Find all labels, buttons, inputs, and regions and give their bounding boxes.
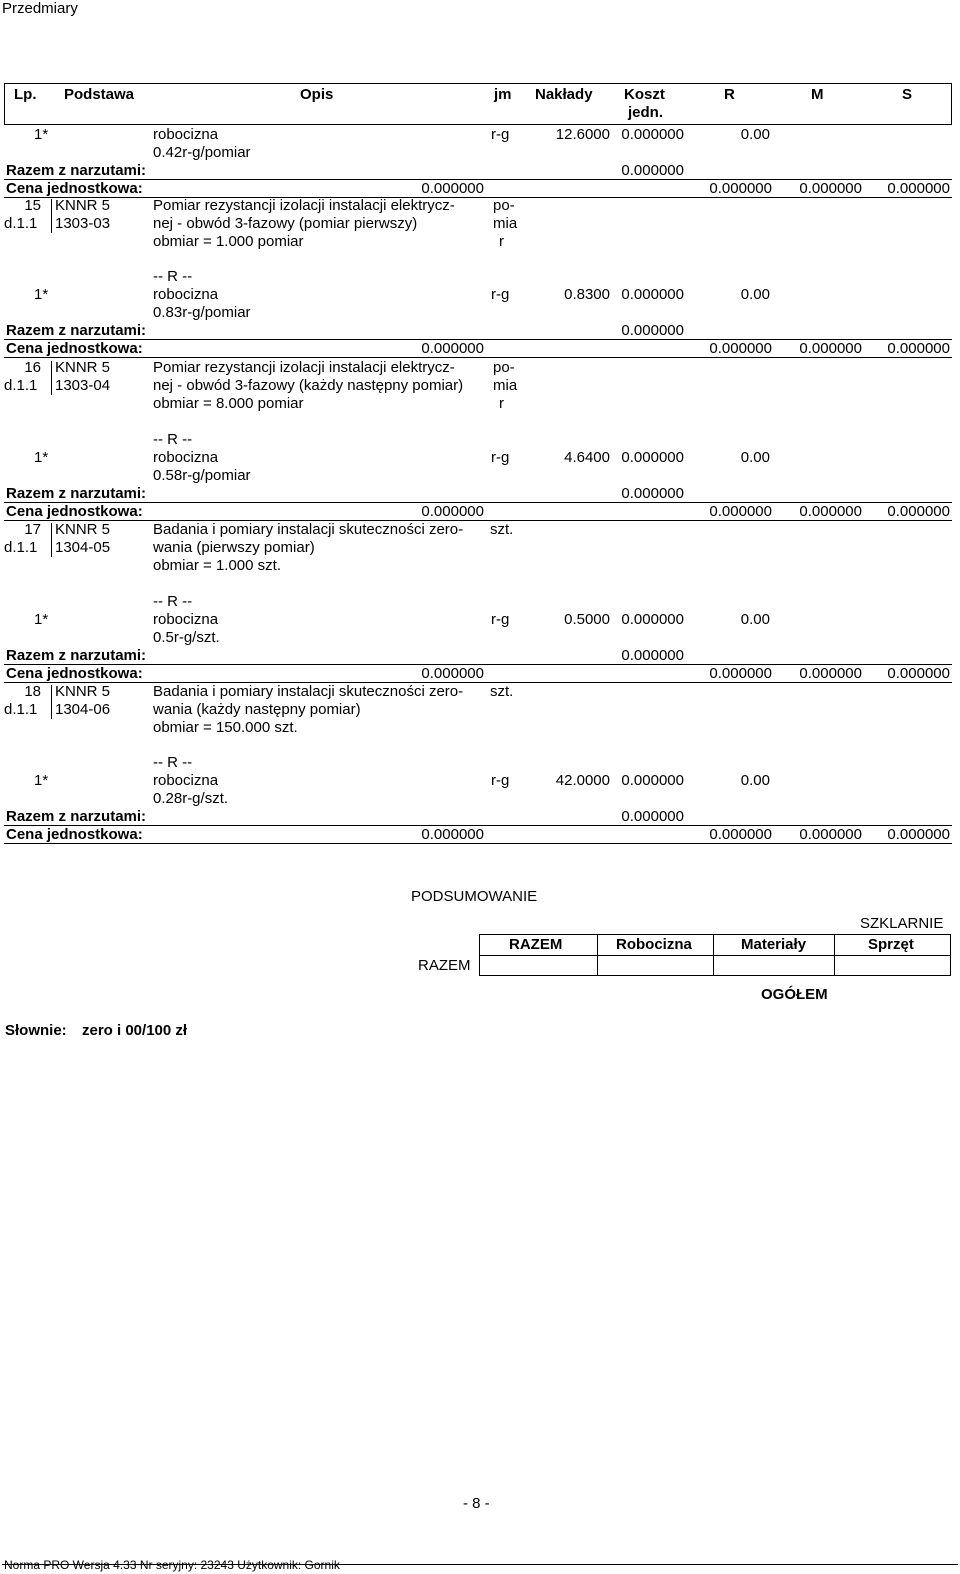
- position-lp-sub: d.1.1: [4, 377, 38, 394]
- position-jm2: mia: [493, 215, 518, 232]
- header-naklady: Nakłady: [535, 86, 593, 103]
- razem-value: 0.000000: [621, 647, 684, 664]
- resource-koszt: 0.000000: [621, 772, 684, 789]
- position-obmiar: obmiar = 150.000 szt.: [153, 719, 298, 736]
- resource-norm: 0.58r-g/pomiar: [153, 467, 251, 484]
- razem-label: Razem z narzutami:: [6, 647, 147, 664]
- position-jm3: r: [499, 233, 504, 250]
- resource-koszt: 0.000000: [621, 449, 684, 466]
- position-opis-line1: Badania i pomiary instalacji skuteczności zero-: [153, 683, 464, 700]
- resource-naklady: 12.6000: [555, 126, 610, 143]
- resource-koszt: 0.000000: [621, 286, 684, 303]
- position-lp: 17: [24, 521, 41, 538]
- resource-number: 1*: [34, 286, 49, 303]
- resource-naklady: 4.6400: [564, 449, 610, 466]
- header-r: R: [724, 86, 735, 103]
- resource-koszt: 0.000000: [621, 611, 684, 628]
- header-s: S: [902, 86, 913, 103]
- header-lp: Lp.: [14, 86, 37, 103]
- r-section-label: -- R --: [153, 754, 193, 771]
- razem-value: 0.000000: [621, 162, 684, 179]
- header-m: M: [811, 86, 824, 103]
- resource-name: robocizna: [153, 449, 219, 466]
- resource-unit: r-g: [491, 611, 510, 628]
- resource-norm: 0.5r-g/szt.: [153, 629, 220, 646]
- cena-s: 0.000000: [887, 180, 950, 197]
- cena-label: Cena jednostkowa:: [6, 180, 143, 197]
- header-opis: Opis: [300, 86, 334, 103]
- resource-name: robocizna: [153, 611, 219, 628]
- resource-unit: r-g: [491, 449, 510, 466]
- cena-s: 0.000000: [887, 826, 950, 843]
- razem-value: 0.000000: [621, 322, 684, 339]
- summary-col-robocizna: Robocizna: [616, 936, 692, 953]
- resource-unit: r-g: [491, 126, 510, 143]
- razem-label: Razem z narzutami:: [6, 322, 147, 339]
- summary-ogolem: OGÓŁEM: [761, 986, 828, 1003]
- cena-value: 0.000000: [421, 665, 484, 682]
- resource-r-value: 0.00: [740, 772, 770, 789]
- position-lp: 16: [24, 359, 41, 376]
- position-podstawa: KNNR 5: [55, 197, 111, 214]
- page-title: Przedmiary: [2, 0, 78, 17]
- cena-value: 0.000000: [421, 826, 484, 843]
- cena-r: 0.000000: [709, 503, 772, 520]
- header-jm: jm: [494, 86, 512, 103]
- position-jm: szt.: [490, 521, 514, 538]
- cena-r: 0.000000: [709, 665, 772, 682]
- resource-number: 1*: [34, 126, 49, 143]
- position-opis-line2: nej - obwód 3-fazowy (pomiar pierwszy): [153, 215, 418, 232]
- position-opis-line2: wania (pierwszy pomiar): [153, 539, 315, 556]
- position-obmiar: obmiar = 1.000 szt.: [153, 557, 281, 574]
- resource-name: robocizna: [153, 126, 219, 143]
- header-koszt-jedn: jedn.: [628, 104, 664, 121]
- resource-naklady: 0.8300: [564, 286, 610, 303]
- position-obmiar: obmiar = 1.000 pomiar: [153, 233, 304, 250]
- cena-m: 0.000000: [799, 665, 862, 682]
- razem-value: 0.000000: [621, 808, 684, 825]
- summary-col-sprzet: Sprzęt: [868, 936, 914, 953]
- position-opis-line2: nej - obwód 3-fazowy (każdy następny pomiar): [153, 377, 464, 394]
- position-lp: 18: [24, 683, 41, 700]
- position-podstawa-code: 1304-05: [55, 539, 111, 556]
- position-lp: 15: [24, 197, 41, 214]
- slownie-label: Słownie:: [5, 1022, 67, 1039]
- footer-text: Norma PRO Wersja 4.33 Nr seryjny: 23243 Użytkownik: Gornik: [4, 1558, 340, 1572]
- header-podstawa: Podstawa: [64, 86, 135, 103]
- resource-unit: r-g: [491, 772, 510, 789]
- cena-r: 0.000000: [709, 180, 772, 197]
- resource-name: robocizna: [153, 772, 219, 789]
- position-jm3: r: [499, 395, 504, 412]
- position-podstawa: KNNR 5: [55, 359, 111, 376]
- position-lp-sub: d.1.1: [4, 539, 38, 556]
- cena-label: Cena jednostkowa:: [6, 826, 143, 843]
- razem-label: Razem z narzutami:: [6, 808, 147, 825]
- resource-name: robocizna: [153, 286, 219, 303]
- resource-number: 1*: [34, 449, 49, 466]
- cena-label: Cena jednostkowa:: [6, 503, 143, 520]
- resource-norm: 0.83r-g/pomiar: [153, 304, 251, 321]
- position-opis-line1: Pomiar rezystancji izolacji instalacji elektrycz-: [153, 197, 455, 214]
- position-opis-line1: Pomiar rezystancji izolacji instalacji elektrycz-: [153, 359, 455, 376]
- r-section-label: -- R --: [153, 593, 193, 610]
- razem-label: Razem z narzutami:: [6, 485, 147, 502]
- resource-koszt: 0.000000: [621, 126, 684, 143]
- r-section-label: -- R --: [153, 268, 193, 285]
- cena-r: 0.000000: [709, 826, 772, 843]
- cena-m: 0.000000: [799, 340, 862, 357]
- position-lp-sub: d.1.1: [4, 215, 38, 232]
- r-section-label: -- R --: [153, 431, 193, 448]
- resource-number: 1*: [34, 611, 49, 628]
- position-opis-line1: Badania i pomiary instalacji skuteczności zero-: [153, 521, 464, 538]
- resource-naklady: 42.0000: [555, 772, 610, 789]
- cena-m: 0.000000: [799, 503, 862, 520]
- cena-value: 0.000000: [421, 503, 484, 520]
- resource-r-value: 0.00: [740, 449, 770, 466]
- resource-r-value: 0.00: [740, 126, 770, 143]
- summary-row-razem: RAZEM: [418, 957, 471, 974]
- position-jm2: mia: [493, 377, 518, 394]
- summary-title: PODSUMOWANIE: [411, 888, 538, 905]
- resource-r-value: 0.00: [740, 286, 770, 303]
- position-opis-line2: wania (każdy następny pomiar): [153, 701, 361, 718]
- summary-col-materialy: Materiały: [741, 936, 807, 953]
- cena-s: 0.000000: [887, 503, 950, 520]
- position-podstawa-code: 1303-04: [55, 377, 111, 394]
- page-number: - 8 -: [463, 1495, 490, 1512]
- table-header: [4, 83, 952, 125]
- position-obmiar: obmiar = 8.000 pomiar: [153, 395, 304, 412]
- position-jm: po-: [493, 359, 515, 376]
- cena-s: 0.000000: [887, 340, 950, 357]
- summary-razem-row: [479, 956, 951, 976]
- position-lp-sub: d.1.1: [4, 701, 38, 718]
- resource-unit: r-g: [491, 286, 510, 303]
- position-podstawa-code: 1304-06: [55, 701, 111, 718]
- resource-norm: 0.42r-g/pomiar: [153, 144, 251, 161]
- resource-number: 1*: [34, 772, 49, 789]
- cena-m: 0.000000: [799, 826, 862, 843]
- header-koszt: Koszt: [624, 86, 665, 103]
- cena-s: 0.000000: [887, 665, 950, 682]
- cena-m: 0.000000: [799, 180, 862, 197]
- razem-value: 0.000000: [621, 485, 684, 502]
- summary-szklarnie: SZKLARNIE: [860, 915, 944, 932]
- position-jm: szt.: [490, 683, 514, 700]
- resource-naklady: 0.5000: [564, 611, 610, 628]
- position-podstawa: KNNR 5: [55, 683, 111, 700]
- position-podstawa-code: 1303-03: [55, 215, 111, 232]
- cena-label: Cena jednostkowa:: [6, 340, 143, 357]
- cena-label: Cena jednostkowa:: [6, 665, 143, 682]
- resource-r-value: 0.00: [740, 611, 770, 628]
- cena-value: 0.000000: [421, 180, 484, 197]
- cena-r: 0.000000: [709, 340, 772, 357]
- razem-label: Razem z narzutami:: [6, 162, 147, 179]
- slownie-value: zero i 00/100 zł: [82, 1022, 188, 1039]
- cena-value: 0.000000: [421, 340, 484, 357]
- resource-norm: 0.28r-g/szt.: [153, 790, 229, 807]
- position-podstawa: KNNR 5: [55, 521, 111, 538]
- summary-col-razem: RAZEM: [509, 936, 563, 953]
- position-jm: po-: [493, 197, 515, 214]
